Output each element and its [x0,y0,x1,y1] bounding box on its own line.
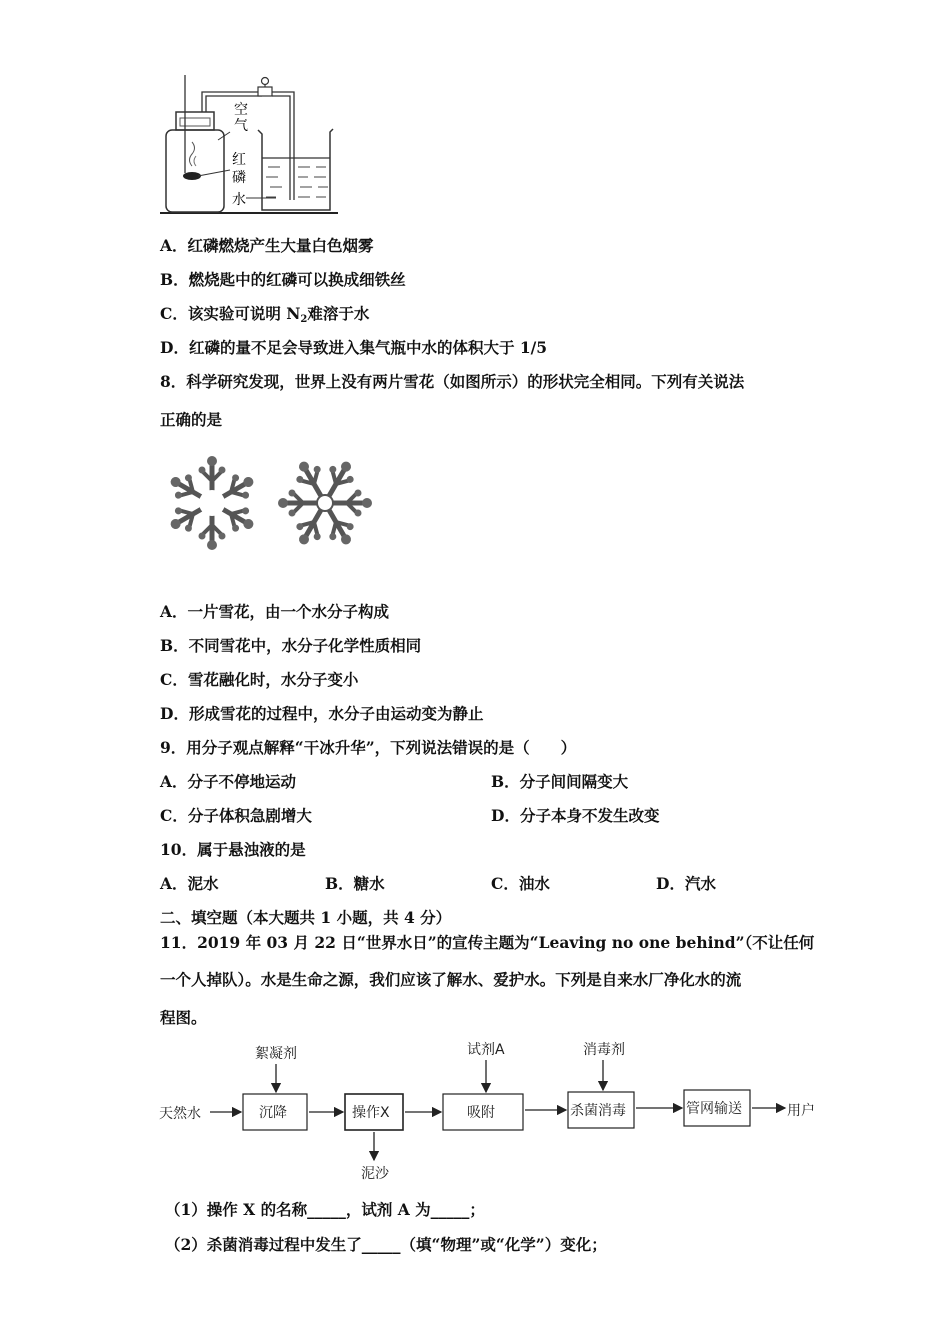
apparatus-figure [158,70,343,220]
q8-stem-line-1: 8．科学研究发现，世界上没有两片雪花（如图所示）的形状完全相同。下列有关说法 [160,372,745,391]
q7-option-d: D．红磷的量不足会导致进入集气瓶中水的体积大于 1/5 [160,338,548,357]
q7-option-c-subscript: 2 [300,314,308,325]
q10-stem: 10．属于悬浊液的是 [160,840,306,859]
q8-option-c: C．雪花融化时，水分子变小 [160,670,359,689]
water-pattern [266,167,328,197]
label-phosphorus-2: 磷 [232,170,246,186]
q10-option-a: A．泥水 [160,874,219,893]
q9-option-d: D．分子本身不发生改变 [491,806,660,825]
q11-stem-line-2: 一个人掉队）。水是生命之源，我们应该了解水、爱护水。下列是自来水厂净化水的流 [160,970,742,989]
snowflake-2-icon [278,456,372,551]
step-adsorption: 吸附 [467,1105,495,1121]
q10-option-d: D．汽水 [656,874,716,893]
reagent-flocculant: 絮凝剂 [255,1046,297,1062]
q11-stem-line-1: 11．2019 年 03 月 22 日“世界水日”的宣传主题为“Leaving no one behind”（不让任何 [160,933,815,952]
q10-option-b: B．糖水 [325,874,385,893]
q8-option-a: A．一片雪花，由一个水分子构成 [160,602,390,621]
q9-stem: 9．用分子观点解释“干冰升华”，下列说法错误的是（ ） [160,738,577,757]
purification-flowchart [155,1040,835,1190]
output-user: 用户 [787,1103,815,1119]
q9-option-b: B．分子间间隔变大 [491,772,629,791]
clamp-icon [258,87,272,96]
step-disinfection: 杀菌消毒 [570,1103,626,1119]
snowflake-1-icon [165,456,260,550]
waste-sediment: 泥沙 [361,1166,389,1182]
q7-option-b: B．燃烧匙中的红磷可以换成细铁丝 [160,270,406,289]
q7-option-c-tail: 难溶于水 [307,304,370,323]
reagent-a: 试剂A [467,1042,505,1058]
apparatus-diagram [158,70,343,220]
q9-option-a: A．分子不停地运动 [160,772,297,791]
q11-stem-line-3: 程图。 [160,1008,207,1027]
q8-option-b: B．不同雪花中，水分子化学性质相同 [160,636,422,655]
label-phosphorus-1: 红 [232,152,246,168]
flowchart-diagram [155,1040,835,1190]
q7-option-c [160,304,369,330]
bottle-stopper [176,112,214,130]
q9-option-c: C．分子体积急剧增大 [160,806,312,825]
q10-option-c: C．油水 [491,874,550,893]
label-air-2: 气 [234,118,248,134]
section-2-title: 二、填空题（本大题共 1 小题，共 4 分） [160,908,452,927]
step-settling: 沉降 [259,1105,287,1121]
q7-option-a: A．红磷燃烧产生大量白色烟雾 [160,236,374,255]
gas-bottle [166,130,224,212]
step-pipe-delivery: 管网输送 [686,1101,742,1117]
q7-option-c-text: C．该实验可说明 N [160,304,301,323]
q11-subquestion-1: （1）操作 X 的名称_____，试剂 A 为_____； [165,1200,485,1219]
step-operation-x: 操作X [352,1105,390,1121]
snowflake-figure [160,448,380,558]
q8-option-d: D．形成雪花的过程中，水分子由运动变为静止 [160,704,484,723]
label-air-1: 空 [234,102,248,118]
input-natural-water: 天然水 [159,1106,201,1122]
q8-stem-line-2: 正确的是 [160,410,223,429]
q11-subquestion-2: （2）杀菌消毒过程中发生了_____（填“物理”或“化学”）变化； [165,1235,607,1254]
label-water: 水 [232,192,246,208]
snowflakes-image [160,448,380,558]
reagent-disinfectant: 消毒剂 [583,1042,625,1058]
